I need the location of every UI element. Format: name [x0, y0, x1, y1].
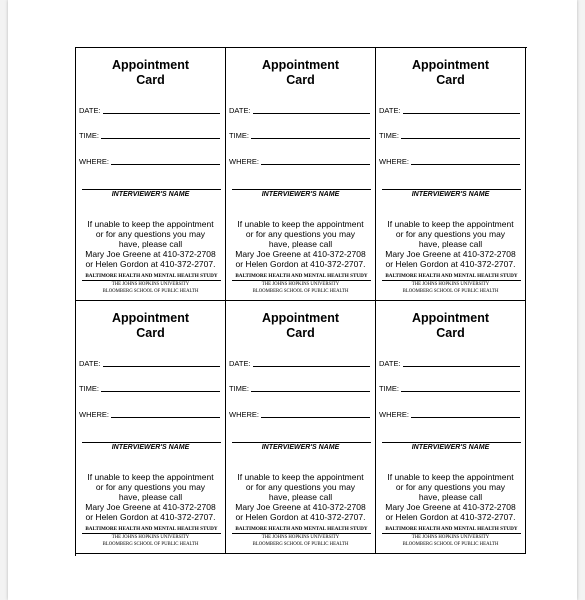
study-name: BALTIMORE HEALTH AND MENTAL HEALTH STUDY	[382, 526, 521, 534]
time-label: TIME:	[79, 384, 99, 393]
where-field[interactable]	[79, 154, 220, 166]
interviewer-signature-line[interactable]	[232, 442, 371, 443]
where-label: WHERE:	[379, 157, 409, 166]
message-line: have, please call	[268, 492, 333, 502]
appointment-card	[76, 301, 226, 554]
contact-message	[76, 219, 225, 269]
contact-message	[376, 219, 525, 269]
message-line: Mary Joe Greene at 410-372-2708	[85, 249, 216, 259]
card-title-line1: Appointment	[411, 311, 490, 325]
date-field[interactable]	[379, 103, 520, 115]
appointment-card	[226, 301, 376, 554]
card-title-line2: Card	[286, 73, 315, 87]
date-blank-line[interactable]	[403, 366, 520, 367]
message-line: or for any questions you may	[95, 229, 206, 239]
interviewer-name-label: INTERVIEWER'S NAME	[411, 191, 490, 198]
time-blank-line[interactable]	[251, 391, 370, 392]
message-line: or Helen Gordon at 410-372-2707.	[235, 512, 366, 522]
university-name: THE JOHNS HOPKINS UNIVERSITY	[111, 282, 190, 287]
interviewer-signature-line[interactable]	[382, 189, 521, 190]
date-field[interactable]	[229, 103, 370, 115]
where-field[interactable]	[379, 154, 520, 166]
where-label: WHERE:	[379, 410, 409, 419]
where-blank-line[interactable]	[111, 164, 220, 165]
document-page	[8, 0, 577, 600]
date-label: DATE:	[229, 106, 251, 115]
card-title-line1: Appointment	[111, 311, 190, 325]
time-field[interactable]	[79, 381, 220, 393]
contact-message	[376, 472, 525, 522]
date-blank-line[interactable]	[103, 366, 220, 367]
message-line: Mary Joe Greene at 410-372-2708	[235, 502, 366, 512]
message-line: have, please call	[118, 239, 183, 249]
message-line: or Helen Gordon at 410-372-2707.	[85, 512, 216, 522]
university-name: THE JOHNS HOPKINS UNIVERSITY	[411, 282, 490, 287]
message-line: If unable to keep the appointment	[237, 472, 364, 482]
where-blank-line[interactable]	[111, 417, 220, 418]
university-name: THE JOHNS HOPKINS UNIVERSITY	[111, 535, 190, 540]
date-label: DATE:	[79, 359, 101, 368]
card-title	[376, 58, 525, 88]
time-label: TIME:	[79, 131, 99, 140]
appointment-card	[76, 48, 226, 301]
message-line: have, please call	[118, 492, 183, 502]
study-name: BALTIMORE HEALTH AND MENTAL HEALTH STUDY	[382, 273, 521, 281]
time-label: TIME:	[229, 384, 249, 393]
card-title-line1: Appointment	[111, 58, 190, 72]
message-line: or for any questions you may	[395, 482, 506, 492]
university-name: THE JOHNS HOPKINS UNIVERSITY	[261, 535, 340, 540]
time-field[interactable]	[379, 128, 520, 140]
study-name: BALTIMORE HEALTH AND MENTAL HEALTH STUDY	[232, 273, 371, 281]
message-line: If unable to keep the appointment	[87, 472, 214, 482]
interviewer-name-label: INTERVIEWER'S NAME	[111, 191, 190, 198]
message-line: or for any questions you may	[395, 229, 506, 239]
message-line: Mary Joe Greene at 410-372-2708	[235, 249, 366, 259]
message-line: If unable to keep the appointment	[387, 472, 514, 482]
school-name: BLOOMBERG SCHOOL OF PUBLIC HEALTH	[402, 542, 499, 547]
school-name: BLOOMBERG SCHOOL OF PUBLIC HEALTH	[102, 289, 199, 294]
card-title-line2: Card	[136, 326, 165, 340]
time-blank-line[interactable]	[101, 391, 220, 392]
message-line: If unable to keep the appointment	[237, 219, 364, 229]
card-title-line1: Appointment	[261, 58, 340, 72]
date-field[interactable]	[79, 103, 220, 115]
date-blank-line[interactable]	[253, 113, 370, 114]
message-line: or Helen Gordon at 410-372-2707.	[385, 512, 516, 522]
date-field[interactable]	[229, 356, 370, 368]
card-title-line1: Appointment	[261, 311, 340, 325]
where-blank-line[interactable]	[261, 164, 370, 165]
message-line: If unable to keep the appointment	[387, 219, 514, 229]
where-blank-line[interactable]	[411, 417, 520, 418]
appointment-card	[226, 48, 376, 301]
where-blank-line[interactable]	[411, 164, 520, 165]
time-blank-line[interactable]	[401, 138, 520, 139]
time-field[interactable]	[229, 128, 370, 140]
card-title-line2: Card	[436, 326, 465, 340]
interviewer-signature-line[interactable]	[82, 189, 221, 190]
card-title-line1: Appointment	[411, 58, 490, 72]
study-name: BALTIMORE HEALTH AND MENTAL HEALTH STUDY	[82, 273, 221, 281]
card-title	[76, 58, 225, 88]
where-field[interactable]	[79, 407, 220, 419]
time-field[interactable]	[79, 128, 220, 140]
appointment-card	[376, 301, 526, 554]
contact-message	[76, 472, 225, 522]
where-label: WHERE:	[229, 410, 259, 419]
interviewer-signature-line[interactable]	[382, 442, 521, 443]
date-blank-line[interactable]	[403, 113, 520, 114]
date-field[interactable]	[379, 356, 520, 368]
message-line: or Helen Gordon at 410-372-2707.	[85, 259, 216, 269]
interviewer-name-label: INTERVIEWER'S NAME	[261, 191, 340, 198]
message-line: have, please call	[268, 239, 333, 249]
date-label: DATE:	[79, 106, 101, 115]
message-line: Mary Joe Greene at 410-372-2708	[85, 502, 216, 512]
time-field[interactable]	[229, 381, 370, 393]
time-label: TIME:	[379, 131, 399, 140]
school-name: BLOOMBERG SCHOOL OF PUBLIC HEALTH	[102, 542, 199, 547]
university-name: THE JOHNS HOPKINS UNIVERSITY	[411, 535, 490, 540]
contact-message	[226, 472, 375, 522]
interviewer-name-label: INTERVIEWER'S NAME	[261, 444, 340, 451]
card-title-line2: Card	[136, 73, 165, 87]
card-title	[226, 311, 375, 341]
where-label: WHERE:	[79, 410, 109, 419]
date-label: DATE:	[229, 359, 251, 368]
time-blank-line[interactable]	[251, 138, 370, 139]
message-line: or for any questions you may	[95, 482, 206, 492]
where-field[interactable]	[229, 154, 370, 166]
where-label: WHERE:	[229, 157, 259, 166]
where-field[interactable]	[229, 407, 370, 419]
card-title	[376, 311, 525, 341]
date-blank-line[interactable]	[253, 366, 370, 367]
date-field[interactable]	[79, 356, 220, 368]
interviewer-signature-line[interactable]	[232, 189, 371, 190]
message-line: or for any questions you may	[245, 229, 356, 239]
message-line: or Helen Gordon at 410-372-2707.	[235, 259, 366, 269]
study-name: BALTIMORE HEALTH AND MENTAL HEALTH STUDY	[232, 526, 371, 534]
message-line: If unable to keep the appointment	[87, 219, 214, 229]
interviewer-signature-line[interactable]	[82, 442, 221, 443]
study-name: BALTIMORE HEALTH AND MENTAL HEALTH STUDY	[82, 526, 221, 534]
university-name: THE JOHNS HOPKINS UNIVERSITY	[261, 282, 340, 287]
date-blank-line[interactable]	[103, 113, 220, 114]
time-blank-line[interactable]	[101, 138, 220, 139]
where-blank-line[interactable]	[261, 417, 370, 418]
interviewer-name-label: INTERVIEWER'S NAME	[411, 444, 490, 451]
card-title-line2: Card	[436, 73, 465, 87]
message-line: Mary Joe Greene at 410-372-2708	[385, 249, 516, 259]
message-line: or for any questions you may	[245, 482, 356, 492]
message-line: Mary Joe Greene at 410-372-2708	[385, 502, 516, 512]
message-line: have, please call	[418, 239, 483, 249]
appointment-card	[376, 48, 526, 301]
interviewer-name-label: INTERVIEWER'S NAME	[111, 444, 190, 451]
where-label: WHERE:	[79, 157, 109, 166]
time-blank-line[interactable]	[401, 391, 520, 392]
card-title-line2: Card	[286, 326, 315, 340]
message-line: have, please call	[418, 492, 483, 502]
appointment-card-grid	[75, 47, 527, 556]
time-label: TIME:	[229, 131, 249, 140]
card-title	[76, 311, 225, 341]
date-label: DATE:	[379, 106, 401, 115]
card-title	[226, 58, 375, 88]
date-label: DATE:	[379, 359, 401, 368]
school-name: BLOOMBERG SCHOOL OF PUBLIC HEALTH	[252, 542, 349, 547]
school-name: BLOOMBERG SCHOOL OF PUBLIC HEALTH	[252, 289, 349, 294]
where-field[interactable]	[379, 407, 520, 419]
time-field[interactable]	[379, 381, 520, 393]
school-name: BLOOMBERG SCHOOL OF PUBLIC HEALTH	[402, 289, 499, 294]
time-label: TIME:	[379, 384, 399, 393]
contact-message	[226, 219, 375, 269]
message-line: or Helen Gordon at 410-372-2707.	[385, 259, 516, 269]
